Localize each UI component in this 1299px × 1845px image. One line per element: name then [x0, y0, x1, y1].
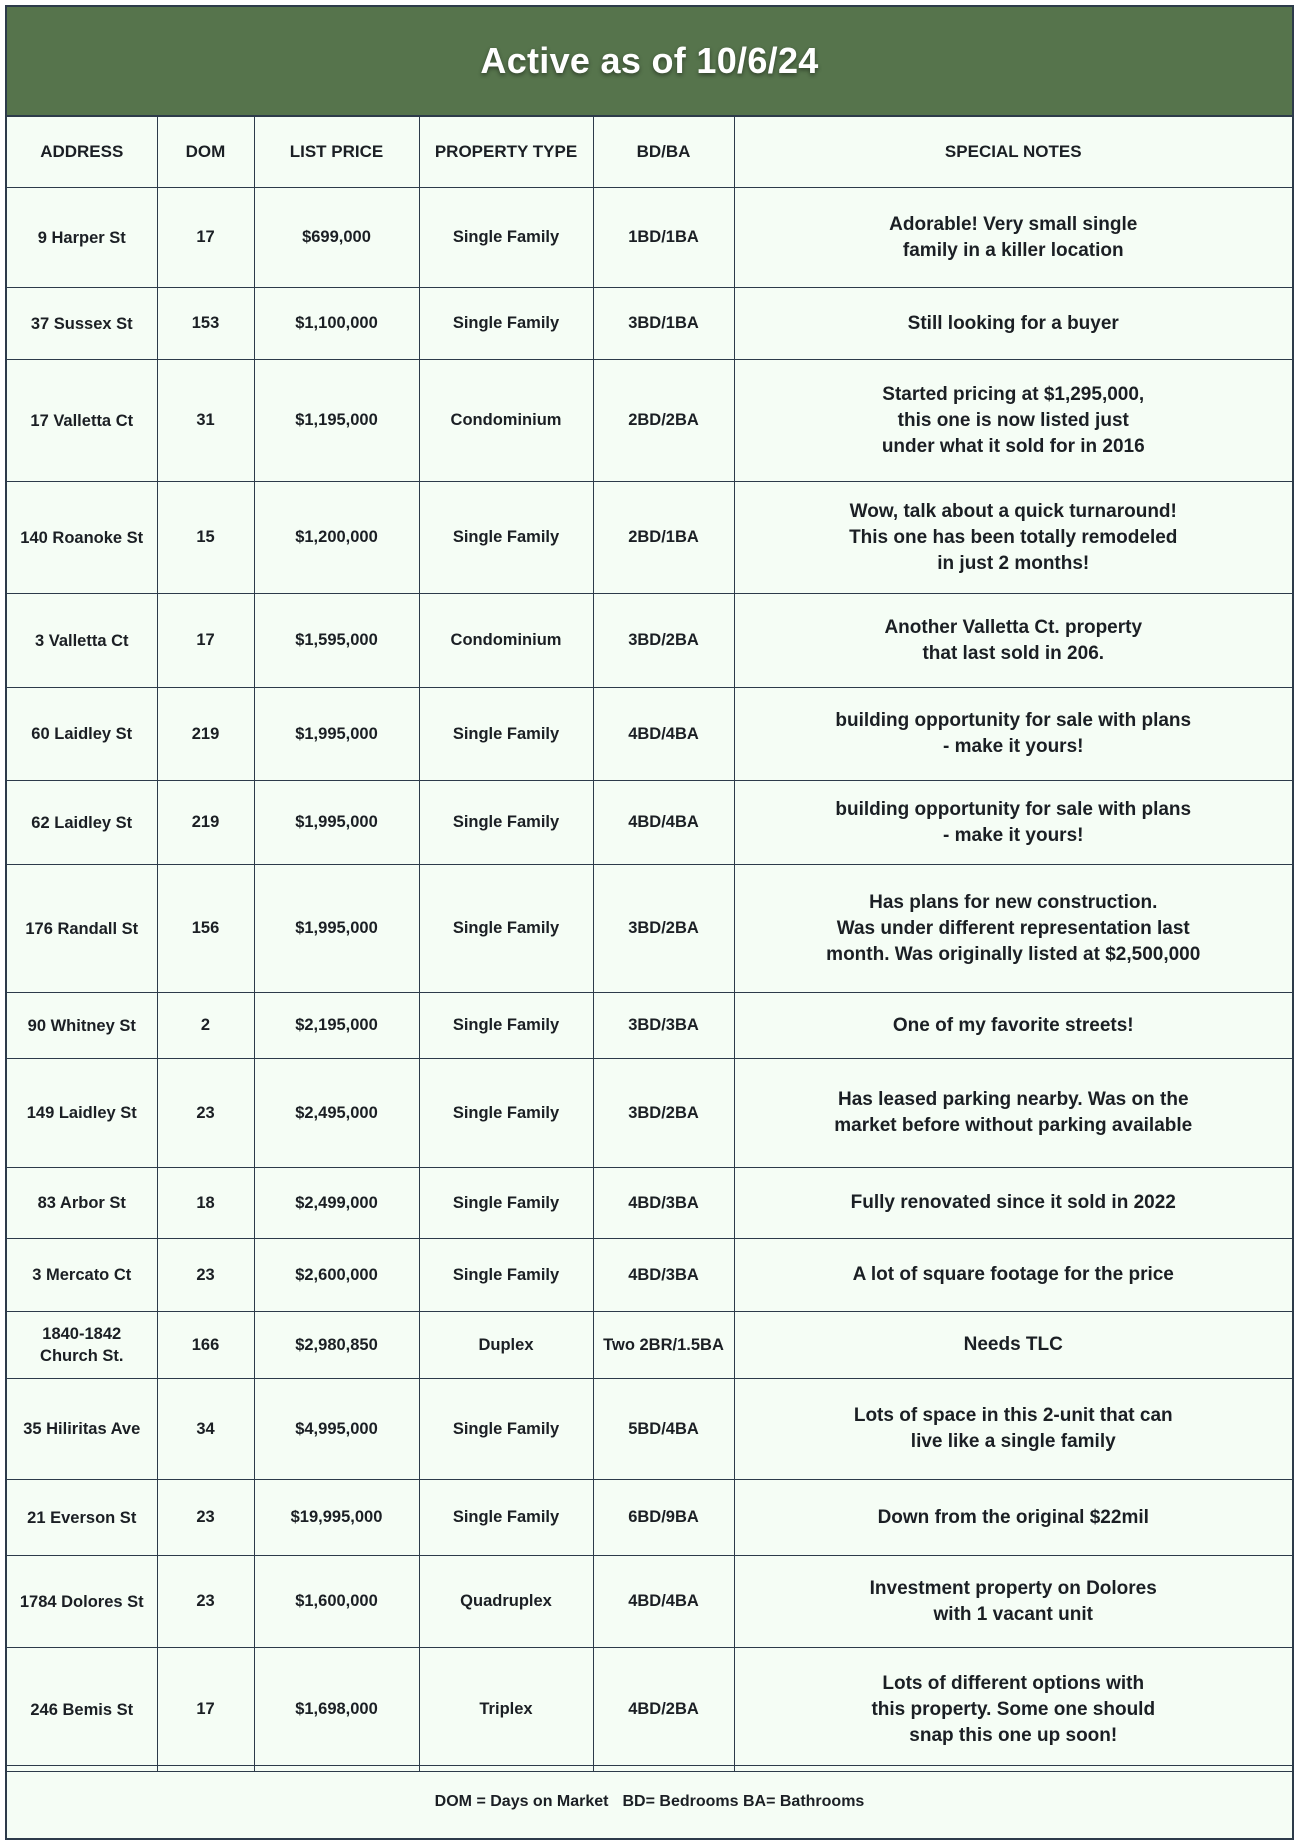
cell-dom: 219	[157, 688, 254, 781]
table-row	[7, 1059, 1292, 1168]
cell-list-price: $2,499,000	[254, 1168, 419, 1239]
cell-address: 140 Roanoke St	[7, 482, 157, 594]
cell-bd-ba: 5BD/4BA	[593, 1379, 734, 1480]
cell-address: 1784 Dolores St	[7, 1556, 157, 1648]
cell-address: 246 Bemis St	[7, 1648, 157, 1772]
table-row	[7, 1239, 1292, 1312]
legend-footer	[7, 1765, 1292, 1838]
cell-special-notes: Needs TLC	[734, 1312, 1292, 1379]
bdba-legend: BD= Bedrooms BA= Bathrooms	[622, 1793, 865, 1810]
cell-bd-ba: 1BD/1BA	[593, 188, 734, 288]
table-row	[7, 1556, 1292, 1648]
cell-dom: 219	[157, 781, 254, 865]
cell-bd-ba: 4BD/3BA	[593, 1239, 734, 1312]
column-header-address: ADDRESS	[7, 117, 157, 188]
cell-dom: 23	[157, 1556, 254, 1648]
cell-list-price: $1,995,000	[254, 781, 419, 865]
cell-address: 1840-1842 Church St.	[7, 1312, 157, 1379]
cell-special-notes: Adorable! Very small single family in a killer location	[734, 188, 1292, 288]
listings-sheet	[5, 5, 1294, 1840]
cell-address: 149 Laidley St	[7, 1059, 157, 1168]
cell-special-notes: One of my favorite streets!	[734, 993, 1292, 1059]
cell-dom: 23	[157, 1239, 254, 1312]
dom-legend: DOM = Days on Market	[434, 1793, 609, 1810]
cell-dom: 153	[157, 288, 254, 360]
cell-property-type: Single Family	[419, 1480, 593, 1556]
cell-address: 176 Randall St	[7, 865, 157, 993]
column-header-bd-ba: BD/BA	[593, 117, 734, 188]
cell-property-type: Single Family	[419, 1059, 593, 1168]
cell-address: 21 Everson St	[7, 1480, 157, 1556]
cell-bd-ba: 4BD/4BA	[593, 781, 734, 865]
table-row	[7, 1480, 1292, 1556]
cell-special-notes: Down from the original $22mil	[734, 1480, 1292, 1556]
table-row	[7, 1168, 1292, 1239]
cell-list-price: $19,995,000	[254, 1480, 419, 1556]
cell-bd-ba: 3BD/2BA	[593, 1059, 734, 1168]
cell-list-price: $4,995,000	[254, 1379, 419, 1480]
table-row	[7, 188, 1292, 288]
cell-list-price: $1,195,000	[254, 360, 419, 482]
cell-list-price: $1,995,000	[254, 865, 419, 993]
cell-bd-ba: 3BD/3BA	[593, 993, 734, 1059]
table-row	[7, 594, 1292, 688]
table-row	[7, 360, 1292, 482]
cell-list-price: $1,595,000	[254, 594, 419, 688]
cell-special-notes: A lot of square footage for the price	[734, 1239, 1292, 1312]
cell-special-notes: Started pricing at $1,295,000, this one is now listed just under what it sold for in 2016	[734, 360, 1292, 482]
table-row	[7, 781, 1292, 865]
cell-address: 9 Harper St	[7, 188, 157, 288]
cell-address: 90 Whitney St	[7, 993, 157, 1059]
column-header-list-price: LIST PRICE	[254, 117, 419, 188]
cell-list-price: $699,000	[254, 188, 419, 288]
cell-address: 83 Arbor St	[7, 1168, 157, 1239]
cell-dom: 34	[157, 1379, 254, 1480]
cell-property-type: Condominium	[419, 594, 593, 688]
cell-list-price: $2,495,000	[254, 1059, 419, 1168]
cell-bd-ba: 3BD/2BA	[593, 865, 734, 993]
cell-bd-ba: 6BD/9BA	[593, 1480, 734, 1556]
cell-property-type: Triplex	[419, 1648, 593, 1772]
cell-special-notes: Investment property on Dolores with 1 vacant unit	[734, 1556, 1292, 1648]
table-row	[7, 688, 1292, 781]
cell-special-notes: Wow, talk about a quick turnaround! This one has been totally remodeled in just 2 months!	[734, 482, 1292, 594]
page-title: Active as of 10/6/24	[480, 40, 819, 81]
listings-body	[7, 188, 1292, 1772]
cell-list-price: $2,195,000	[254, 993, 419, 1059]
cell-property-type: Condominium	[419, 360, 593, 482]
table-row	[7, 482, 1292, 594]
cell-dom: 15	[157, 482, 254, 594]
cell-dom: 17	[157, 1648, 254, 1772]
cell-special-notes: Another Valletta Ct. property that last sold in 206.	[734, 594, 1292, 688]
cell-list-price: $1,698,000	[254, 1648, 419, 1772]
cell-list-price: $2,980,850	[254, 1312, 419, 1379]
cell-property-type: Single Family	[419, 288, 593, 360]
cell-special-notes: Fully renovated since it sold in 2022	[734, 1168, 1292, 1239]
cell-dom: 166	[157, 1312, 254, 1379]
cell-property-type: Single Family	[419, 865, 593, 993]
cell-bd-ba: 4BD/3BA	[593, 1168, 734, 1239]
cell-property-type: Single Family	[419, 781, 593, 865]
cell-bd-ba: Two 2BR/1.5BA	[593, 1312, 734, 1379]
cell-address: 3 Valletta Ct	[7, 594, 157, 688]
cell-property-type: Single Family	[419, 188, 593, 288]
cell-address: 35 Hiliritas Ave	[7, 1379, 157, 1480]
column-header-dom: DOM	[157, 117, 254, 188]
cell-property-type: Single Family	[419, 993, 593, 1059]
cell-dom: 2	[157, 993, 254, 1059]
table-row	[7, 1379, 1292, 1480]
cell-bd-ba: 2BD/1BA	[593, 482, 734, 594]
cell-special-notes: Has plans for new construction. Was under different representation last month. Was originally listed at $2,500,000	[734, 865, 1292, 993]
cell-dom: 23	[157, 1480, 254, 1556]
cell-special-notes: Has leased parking nearby. Was on the market before without parking available	[734, 1059, 1292, 1168]
cell-dom: 156	[157, 865, 254, 993]
cell-bd-ba: 3BD/1BA	[593, 288, 734, 360]
column-header-property-type: PROPERTY TYPE	[419, 117, 593, 188]
cell-list-price: $2,600,000	[254, 1239, 419, 1312]
cell-property-type: Single Family	[419, 1239, 593, 1312]
cell-address: 17 Valletta Ct	[7, 360, 157, 482]
cell-special-notes: Lots of different options with this property. Some one should snap this one up soon!	[734, 1648, 1292, 1772]
column-header-special-notes: SPECIAL NOTES	[734, 117, 1292, 188]
cell-special-notes: Still looking for a buyer	[734, 288, 1292, 360]
table-row	[7, 993, 1292, 1059]
cell-dom: 18	[157, 1168, 254, 1239]
cell-bd-ba: 2BD/2BA	[593, 360, 734, 482]
table-row	[7, 1312, 1292, 1379]
header-row	[7, 117, 1292, 188]
table-row	[7, 1648, 1292, 1772]
cell-property-type: Single Family	[419, 1379, 593, 1480]
cell-dom: 17	[157, 188, 254, 288]
cell-bd-ba: 3BD/2BA	[593, 594, 734, 688]
cell-dom: 17	[157, 594, 254, 688]
cell-list-price: $1,995,000	[254, 688, 419, 781]
cell-address: 62 Laidley St	[7, 781, 157, 865]
table-row	[7, 288, 1292, 360]
cell-property-type: Duplex	[419, 1312, 593, 1379]
cell-property-type: Quadruplex	[419, 1556, 593, 1648]
cell-dom: 31	[157, 360, 254, 482]
cell-special-notes: Lots of space in this 2-unit that can live like a single family	[734, 1379, 1292, 1480]
cell-property-type: Single Family	[419, 482, 593, 594]
cell-property-type: Single Family	[419, 1168, 593, 1239]
cell-address: 3 Mercato Ct	[7, 1239, 157, 1312]
cell-list-price: $1,100,000	[254, 288, 419, 360]
cell-dom: 23	[157, 1059, 254, 1168]
cell-property-type: Single Family	[419, 688, 593, 781]
title-bar	[7, 7, 1292, 117]
cell-address: 60 Laidley St	[7, 688, 157, 781]
listings-table	[7, 117, 1292, 1772]
cell-special-notes: building opportunity for sale with plans - make it yours!	[734, 688, 1292, 781]
cell-special-notes: building opportunity for sale with plans - make it yours!	[734, 781, 1292, 865]
cell-address: 37 Sussex St	[7, 288, 157, 360]
cell-bd-ba: 4BD/4BA	[593, 688, 734, 781]
cell-list-price: $1,600,000	[254, 1556, 419, 1648]
cell-list-price: $1,200,000	[254, 482, 419, 594]
cell-bd-ba: 4BD/4BA	[593, 1556, 734, 1648]
cell-bd-ba: 4BD/2BA	[593, 1648, 734, 1772]
table-row	[7, 865, 1292, 993]
